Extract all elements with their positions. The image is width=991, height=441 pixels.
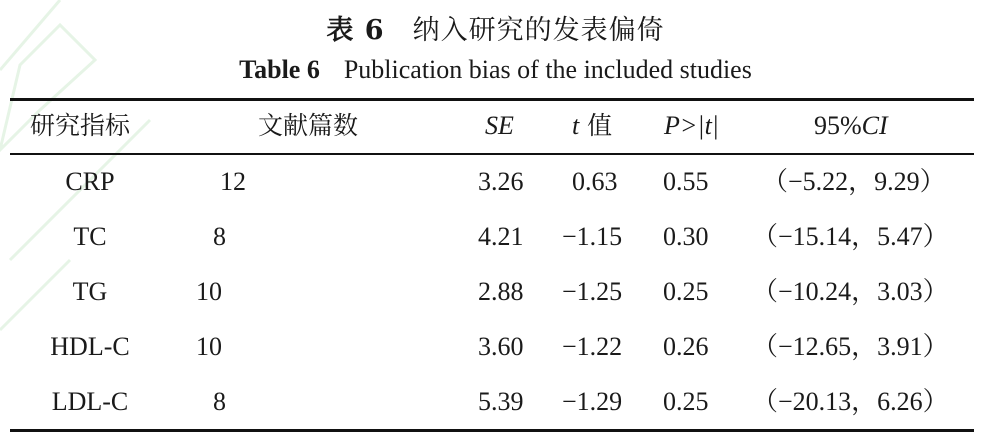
cell-ci: （−15.14，5.47）: [752, 222, 949, 251]
table-caption-cn: 纳入研究的发表偏倚: [412, 15, 665, 46]
table-header-rule: [10, 153, 974, 155]
cell-p: 0.30: [663, 222, 709, 251]
cell-count: 12: [220, 167, 246, 196]
cell-indicator: TC: [73, 222, 107, 251]
header-ci-symbol: CI: [861, 111, 888, 140]
header-t-symbol: t: [572, 111, 580, 140]
table-top-rule: [10, 98, 974, 101]
cell-p: 0.25: [663, 277, 709, 306]
cell-count: 10: [196, 332, 222, 361]
header-ci-number: 95%: [814, 111, 862, 140]
cell-t: 0.63: [572, 167, 618, 196]
header-se: SE: [485, 111, 514, 140]
cell-indicator: HDL-C: [50, 332, 130, 361]
cell-p: 0.26: [663, 332, 709, 361]
cell-indicator: LDL-C: [51, 387, 129, 416]
cell-t: −1.15: [562, 222, 623, 251]
header-ci: [814, 110, 888, 142]
cell-p: 0.55: [663, 167, 709, 196]
table-caption-en: Publication bias of the included studies: [343, 55, 752, 84]
table-title-chinese: [0, 8, 991, 47]
table-number-cn: 表 6: [326, 15, 385, 46]
cell-count: 8: [213, 222, 226, 251]
cell-ci: （−20.13，6.26）: [752, 387, 949, 416]
cell-count: 10: [196, 277, 222, 306]
cell-t: −1.29: [562, 387, 623, 416]
table-title-english: [0, 55, 991, 85]
cell-indicator: TG: [72, 277, 108, 306]
header-t-label: 值: [579, 111, 613, 140]
cell-t: −1.25: [562, 277, 623, 306]
cell-t: −1.22: [562, 332, 623, 361]
header-p: P>|t|: [664, 111, 719, 140]
cell-se: 4.21: [478, 222, 524, 251]
table-bottom-rule: [10, 429, 974, 432]
cell-p: 0.25: [663, 387, 709, 416]
cell-ci: （−12.65，3.91）: [752, 332, 949, 361]
header-indicator: 研究指标: [30, 111, 131, 140]
table-number-en: Table 6: [239, 55, 320, 84]
cell-ci: （−5.22，9.29）: [762, 167, 946, 196]
cell-count: 8: [213, 387, 226, 416]
cell-se: 2.88: [478, 277, 524, 306]
cell-se: 3.60: [478, 332, 524, 361]
cell-se: 5.39: [478, 387, 524, 416]
header-t: [572, 110, 612, 142]
cell-ci: （−10.24，3.03）: [752, 277, 949, 306]
cell-se: 3.26: [478, 167, 524, 196]
cell-indicator: CRP: [65, 167, 115, 196]
header-count: 文献篇数: [258, 111, 359, 140]
